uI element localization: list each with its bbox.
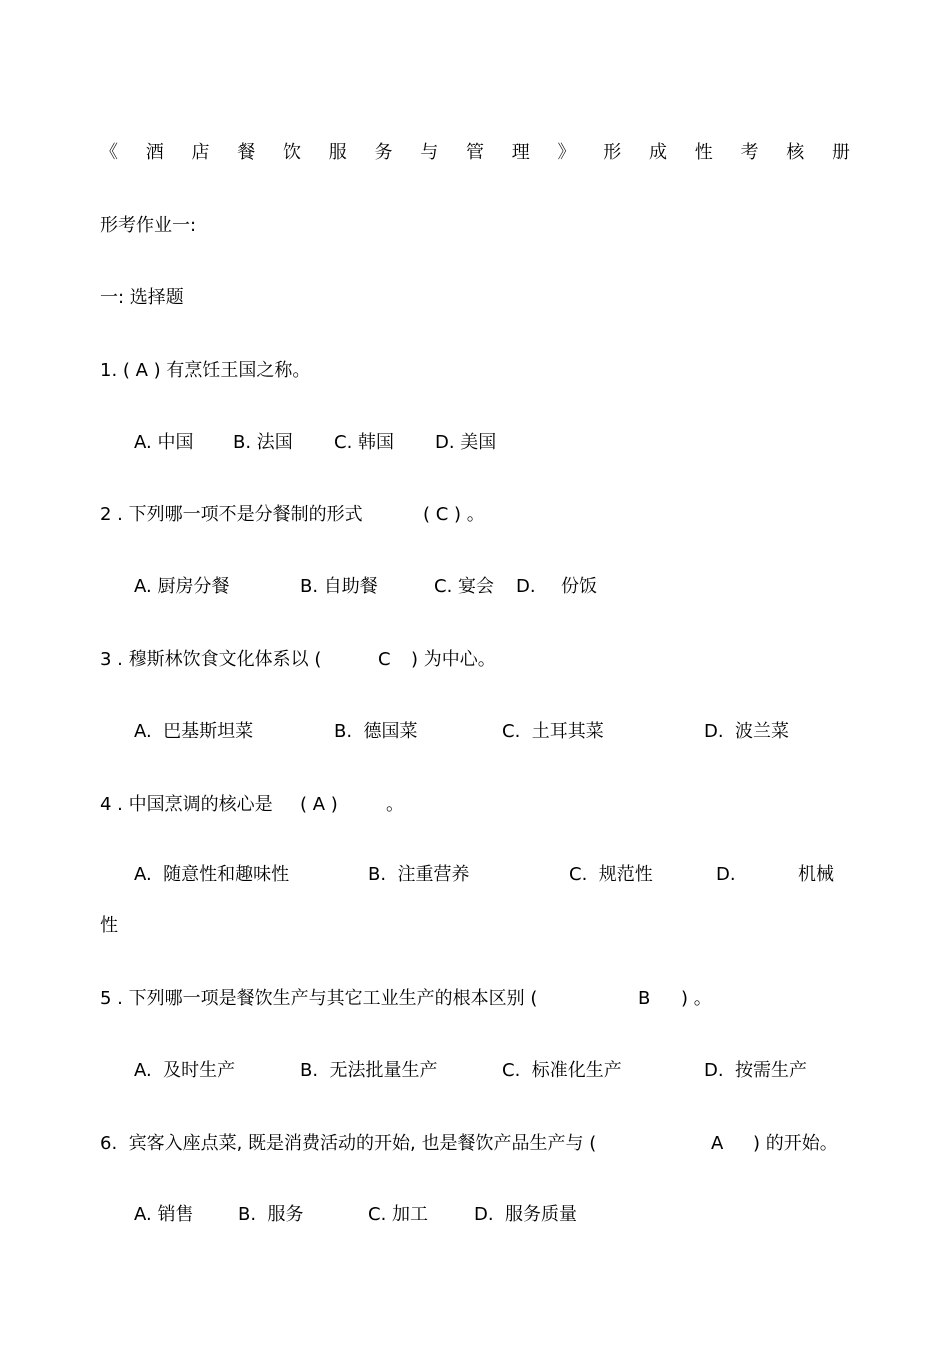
- question-5-answer: B: [638, 988, 651, 1009]
- q4-option-a: A. 随意性和趣味性: [134, 864, 290, 885]
- title-char: 管: [466, 142, 484, 163]
- q2-option-d-text: 份饭: [561, 576, 597, 597]
- title-char: 册: [832, 142, 850, 163]
- q5-option-b: B. 无法批量生产: [300, 1060, 438, 1081]
- q2-option-d: D.: [516, 576, 536, 597]
- question-5-tail: ) 。: [681, 988, 712, 1009]
- q1-option-c: C. 韩国: [334, 432, 395, 453]
- q4-option-d-text: 机械: [798, 864, 834, 885]
- title-char: 成: [649, 142, 667, 163]
- title-char: 与: [420, 142, 439, 163]
- title-char: 性: [694, 142, 713, 163]
- title-char: 餐: [237, 142, 256, 163]
- q3-option-c: C. 土耳其菜: [502, 721, 604, 742]
- q1-option-b: B. 法国: [233, 432, 293, 453]
- question-5-stem: 5 . 下列哪一项是餐饮生产与其它工业生产的根本区别 (: [100, 988, 538, 1009]
- question-2-stem: 2 . 下列哪一项不是分餐制的形式: [100, 504, 363, 525]
- q6-option-d: D. 服务质量: [474, 1204, 578, 1225]
- q4-option-d: D.: [716, 864, 736, 885]
- q3-option-a: A. 巴基斯坦菜: [134, 721, 254, 742]
- title-char: 形: [603, 142, 622, 163]
- q2-option-b: B. 自助餐: [300, 576, 378, 597]
- q2-option-a: A. 厨房分餐: [134, 576, 230, 597]
- q1-option-a: A. 中国: [134, 432, 194, 453]
- question-3-tail: ) 为中心。: [411, 649, 496, 670]
- question-4-tail: 。: [386, 794, 404, 815]
- q3-option-b: B. 德国菜: [334, 721, 418, 742]
- question-2-answer: ( C ) 。: [423, 504, 485, 525]
- question-3-answer: C: [378, 649, 391, 670]
- q5-option-c: C. 标准化生产: [502, 1060, 622, 1081]
- section-heading: 一: 选择题: [100, 287, 184, 308]
- title-char: 核: [786, 142, 805, 163]
- question-6-answer: A: [711, 1133, 724, 1154]
- q3-option-d: D. 波兰菜: [704, 721, 790, 742]
- assignment-heading: 形考作业一:: [100, 215, 197, 236]
- question-4-answer: ( A ): [300, 794, 338, 815]
- title-char: 》: [557, 142, 576, 163]
- document-title: [100, 141, 850, 165]
- question-1-stem: 1. ( A ) 有烹饪王国之称。: [100, 360, 311, 381]
- q4-option-d-wrap: 性: [100, 915, 118, 936]
- title-char: 酒: [145, 142, 164, 163]
- q6-option-b: B. 服务: [238, 1204, 304, 1225]
- title-char: 考: [740, 142, 759, 163]
- question-6-tail: ) 的开始。: [753, 1133, 838, 1154]
- q5-option-d: D. 按需生产: [704, 1060, 808, 1081]
- q4-option-b: B. 注重营养: [368, 864, 470, 885]
- q6-option-a: A. 销售: [134, 1204, 194, 1225]
- title-char: 饮: [283, 142, 301, 163]
- title-char: 店: [191, 142, 210, 163]
- q4-option-c: C. 规范性: [569, 864, 653, 885]
- title-char: 服: [328, 142, 347, 163]
- q2-option-c: C. 宴会: [434, 576, 495, 597]
- question-6-stem: 6. 宾客入座点菜, 既是消费活动的开始, 也是餐饮产品生产与 (: [100, 1133, 597, 1154]
- title-char: 务: [374, 142, 393, 163]
- q1-option-d: D. 美国: [435, 432, 497, 453]
- q6-option-c: C. 加工: [368, 1204, 429, 1225]
- title-char: 理: [511, 142, 530, 163]
- q5-option-a: A. 及时生产: [134, 1060, 236, 1081]
- title-char: 《: [100, 142, 118, 163]
- question-4-stem: 4 . 中国烹调的核心是: [100, 794, 273, 815]
- question-3-stem: 3 . 穆斯林饮食文化体系以 (: [100, 649, 322, 670]
